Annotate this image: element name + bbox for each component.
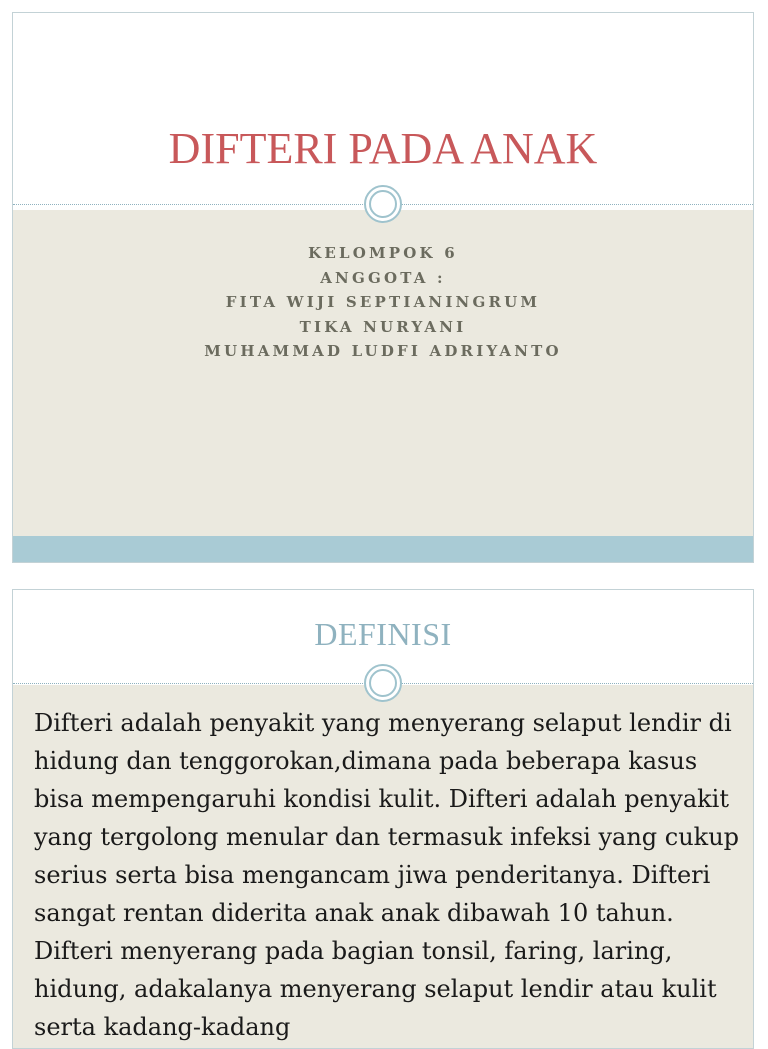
definition-slide — [12, 589, 754, 1049]
subtitle-line-members-label: ANGGOTA : — [320, 268, 446, 287]
circle-ornament-icon — [364, 185, 402, 223]
subtitle-line-member-1: FITA WIJI SEPTIANINGRUM — [225, 293, 541, 311]
definition-body-text: Difteri adalah penyakit yang menyerang selaput lendir di hidung dan tenggorokan,dimana pada beberapa kasus bisa mempengaruhi kondisi kulit. Difteri adalah penyakit yang tergolong menular dan termasuk infeksi yang cukup serius serta bisa mengancam jiwa penderitanya. Difteri sangat rentan diderita anak anak dibawah 10 tahun. Difteri menyerang pada bagian tonsil, faring, laring, hidung, adakalanya menyerang selaput lendir atau kulit serta kadang-kadang — [34, 709, 740, 1041]
section-title: DEFINISI — [314, 616, 452, 652]
subtitle-line-member-2: TIKA NURYANI — [299, 317, 467, 336]
slide-bottom-band — [13, 536, 753, 562]
slide-title: DIFTERI PADA ANAK — [168, 124, 598, 173]
title-slide — [12, 12, 754, 563]
slide-subtitle — [13, 241, 753, 364]
circle-ornament-icon — [364, 664, 402, 702]
subtitle-line-member-3: MUHAMMAD LUDFI ADRIYANTO — [204, 342, 562, 360]
title-area — [13, 13, 753, 210]
subtitle-line-group: KELOMPOK 6 — [308, 244, 458, 262]
